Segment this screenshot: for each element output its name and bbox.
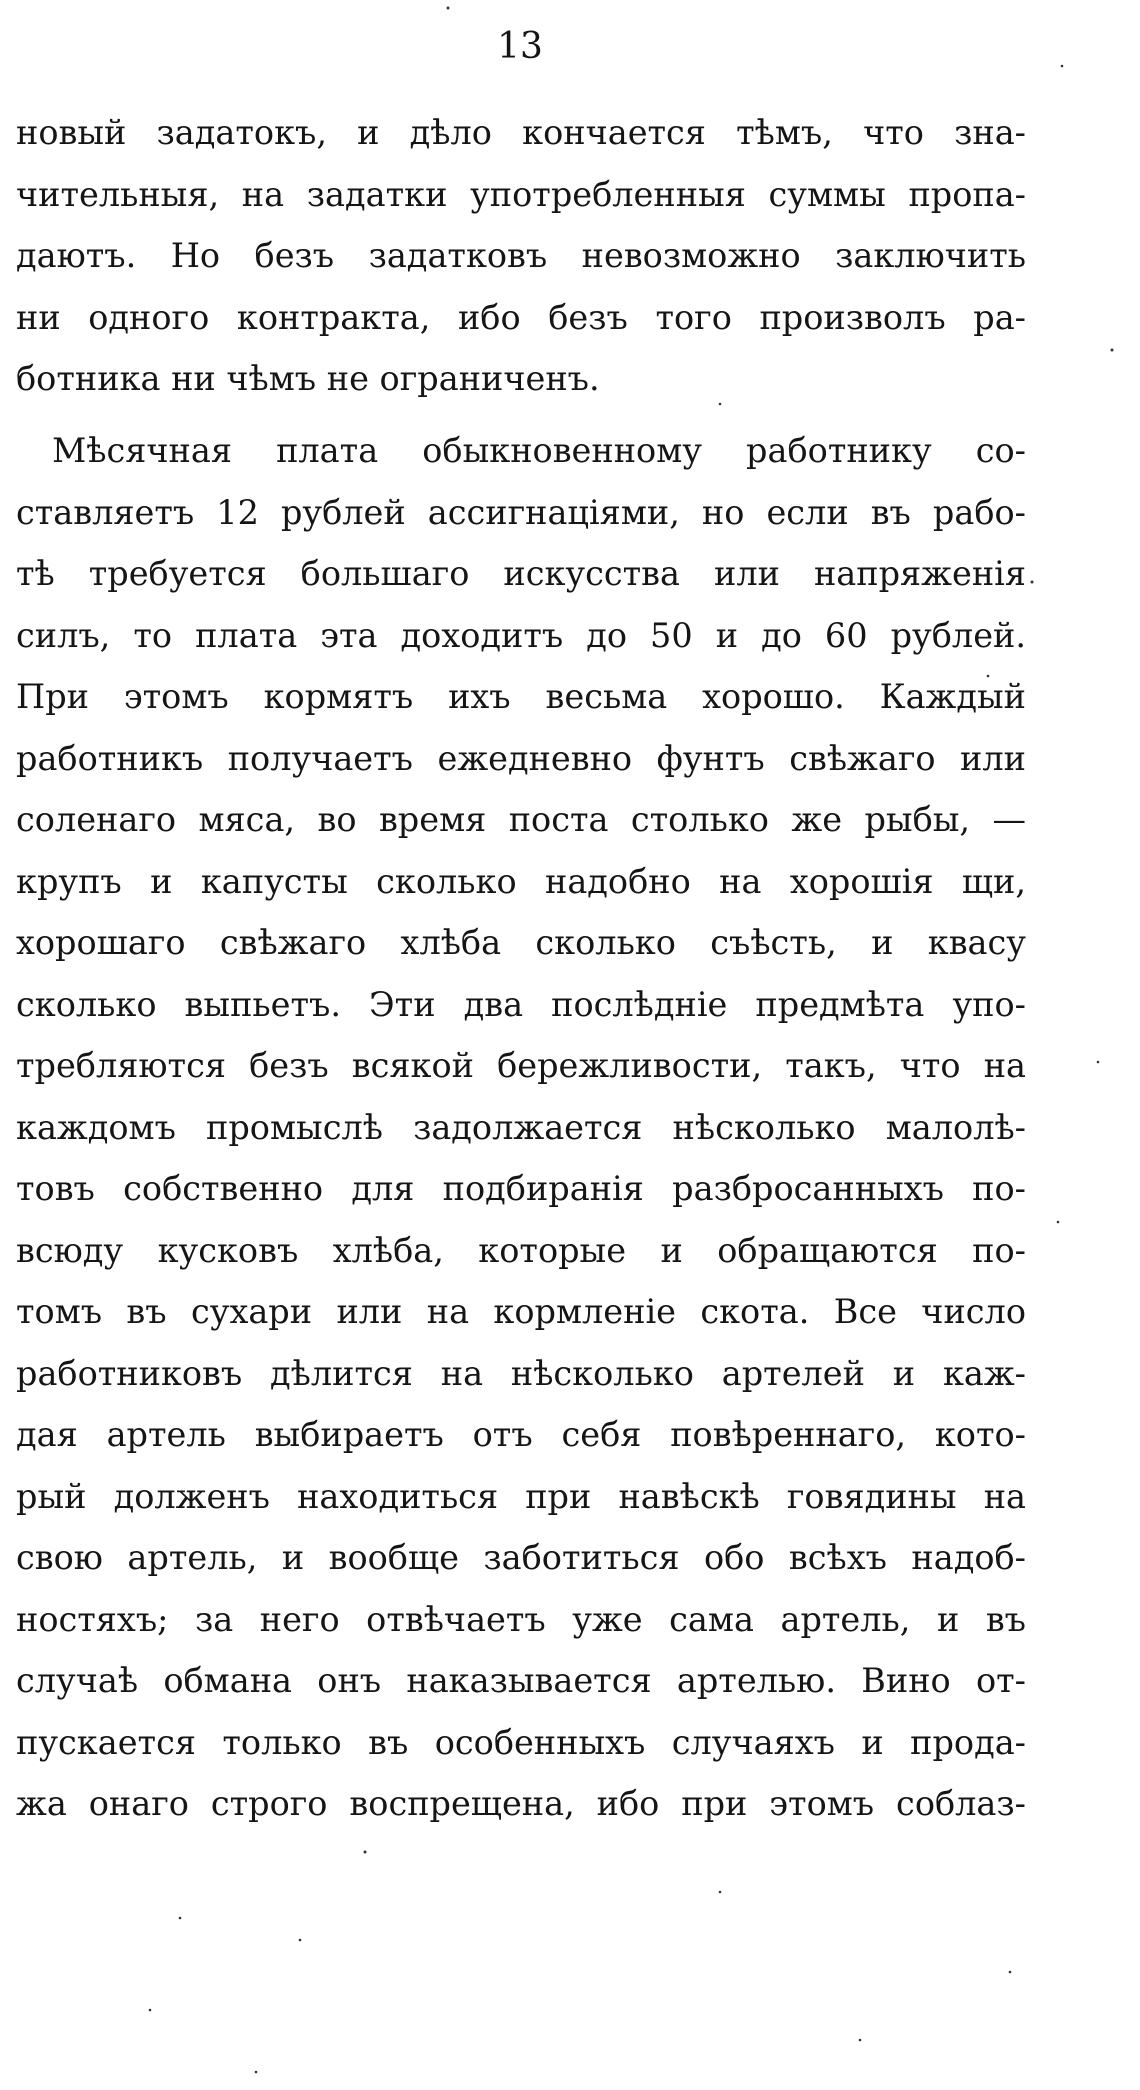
- text-line: случаѣ обмана онъ наказывается артелью. Вино от-: [16, 1661, 1026, 1700]
- text-line: работниковъ дѣлится на нѣсколько артелей и каж-: [16, 1353, 1026, 1393]
- text-line: При этомъ кормятъ ихъ весьма хорошо. Каждый: [16, 677, 1026, 716]
- text-line: жа онаго строго воспрещена, ибо при этомъ соблаз-: [16, 1784, 1026, 1823]
- text-line: всюду кусковъ хлѣба, которые и обращаются по-: [16, 1230, 1026, 1270]
- text-line: сколько выпьетъ. Эти два послѣдніе предмѣта упо-: [16, 984, 1026, 1024]
- text-line: соленаго мяса, во время поста столько же рыбы, —: [16, 800, 1026, 839]
- text-line: дая артель выбираетъ отъ себя повѣреннаго, кото-: [16, 1415, 1026, 1454]
- text-line: томъ въ сухари или на кормленіе скота. Все число: [16, 1292, 1026, 1331]
- text-line: ни одного контракта, ибо безъ того произволъ ра-: [16, 297, 1026, 337]
- text-line: ностяхъ; за него отвѣчаетъ уже сама артель, и въ: [16, 1599, 1026, 1639]
- text-line: новый задатокъ, и дѣло кончается тѣмъ, что зна-: [16, 113, 1026, 152]
- text-line: силъ, то плата эта доходитъ до 50 и до 60 рублей.: [16, 615, 1026, 655]
- text-line: ставляетъ 12 рублей ассигнаціями, но если въ рабо-: [16, 492, 1026, 532]
- page-number: 13: [497, 26, 543, 67]
- text-line: свою артель, и вообще заботиться обо всѣхъ надоб-: [16, 1538, 1026, 1577]
- text-line: рый долженъ находиться при навѣскѣ говядины на: [16, 1476, 1026, 1516]
- text-line: пускается только въ особенныхъ случаяхъ и прода-: [16, 1722, 1026, 1762]
- text-line: Мѣсячная плата обыкновенному работнику со-: [52, 431, 1026, 470]
- text-line: товъ собственно для подбиранія разбросанныхъ по-: [16, 1169, 1026, 1208]
- text-line: хорошаго свѣжаго хлѣба сколько съѣсть, и квасу: [16, 923, 1026, 962]
- text-line: крупъ и капусты сколько надобно на хорошія щи,: [16, 861, 1026, 901]
- text-line: ботника ни чѣмъ не ограниченъ.: [16, 359, 600, 398]
- text-line: даютъ. Но безъ задатковъ невозможно заключить: [16, 236, 1026, 275]
- text-line: тѣ требуется большаго искусства или напряженія: [16, 554, 1026, 593]
- text-line: каждомъ промыслѣ задолжается нѣсколько малолѣ-: [16, 1107, 1026, 1147]
- text-line: требляются безъ всякой бережливости, такъ, что на: [16, 1046, 1026, 1085]
- text-line: работникъ получаетъ ежедневно фунтъ свѣжаго или: [16, 738, 1026, 778]
- text-line: чительныя, на задатки употребленныя суммы пропа-: [16, 174, 1026, 214]
